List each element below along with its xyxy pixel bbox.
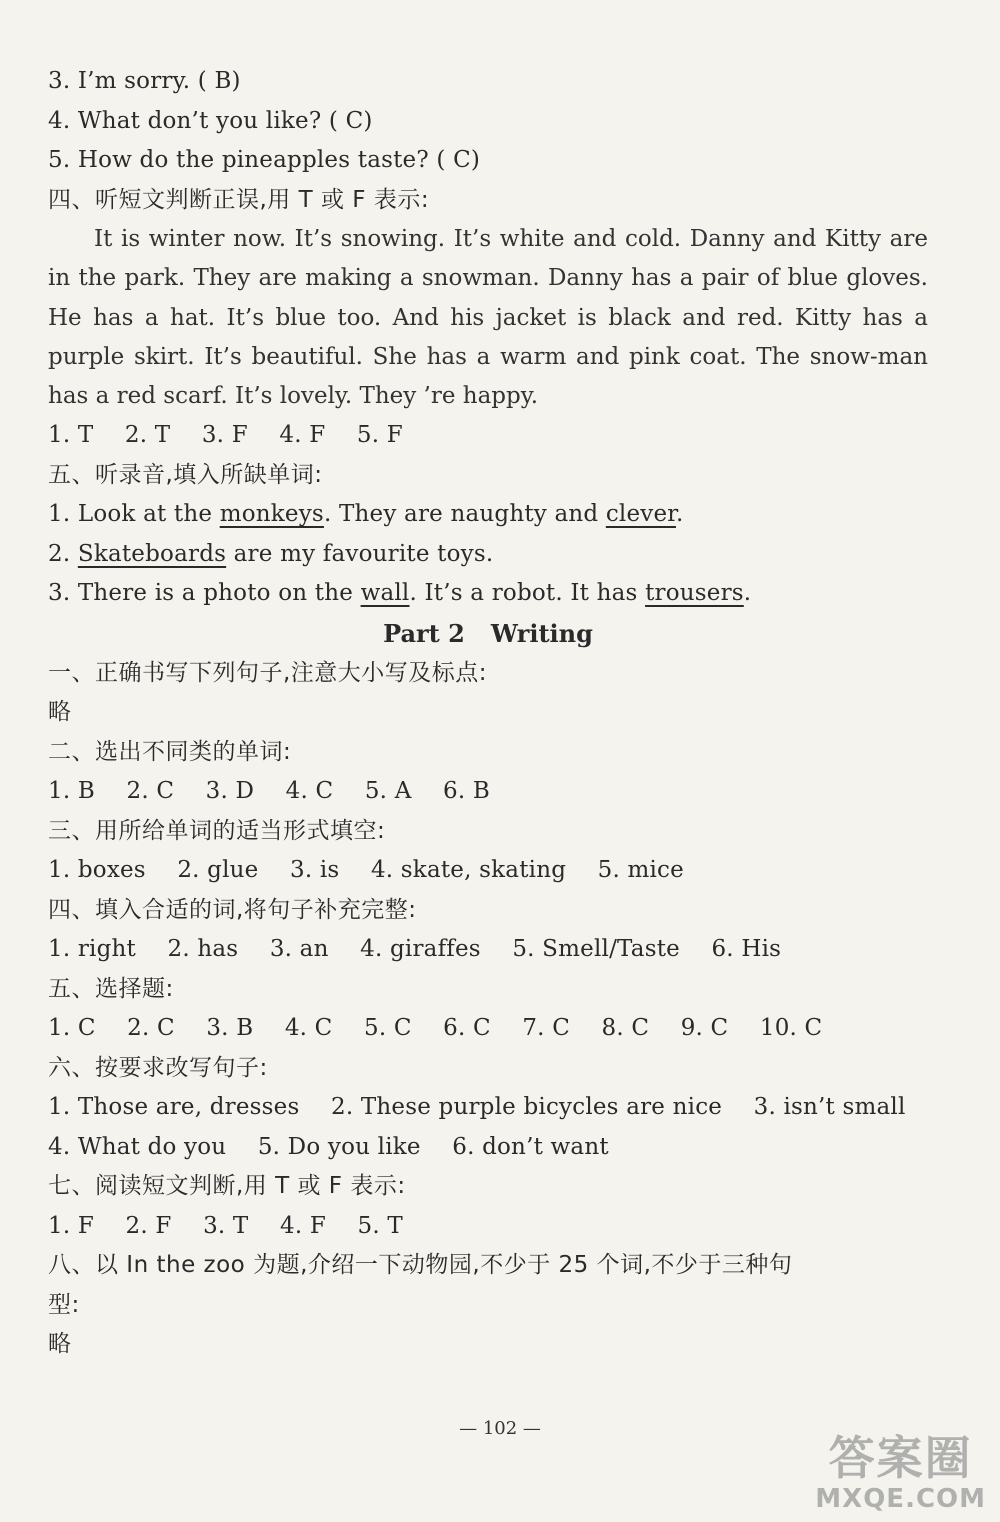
answer: 6. don’t want: [452, 1133, 609, 1160]
answer: 5. T: [357, 1212, 403, 1239]
watermark-title: 答案圈: [828, 1431, 973, 1485]
writing6-heading: 六、按要求改写句子:: [48, 1054, 268, 1081]
answer: 4. C: [285, 778, 334, 805]
text: 1. Look at the: [48, 501, 220, 528]
text: . They are naughty and: [323, 501, 606, 528]
answer: 7. C: [522, 1015, 570, 1042]
writing7-heading: 七、阅读短文判断,用 T 或 F 表示:: [48, 1173, 406, 1200]
answer-page: [48, 62, 928, 1365]
answer: 5. C: [364, 1015, 412, 1042]
answer: 2. glue: [177, 857, 259, 884]
writing2-answers: [48, 772, 928, 812]
part2-title: [48, 614, 928, 654]
answer: 3. D: [205, 778, 255, 805]
text: 2.: [48, 540, 78, 567]
writing6-answers-row1: [48, 1088, 928, 1128]
answer: 2. C: [127, 1015, 175, 1042]
section4-answers: [48, 416, 928, 456]
writing8-heading-line1: 八、以 In the zoo 为题,介绍一下动物园,不少于 25 个词,不少于三种句: [48, 1252, 793, 1279]
answer: 5. Smell/Taste: [512, 936, 680, 963]
section4-passage: It is winter now. It’s snowing. It’s white and cold. Danny and Kitty are in the park. They are making a snowman. Danny has a pair of blue gloves. He has a hat. It’s blue too. And his jacket is black and red. Kitty has a purple skirt. It’s beautiful. She has a warm and pink coat. The snow-man has a red scarf. It’s lovely. They ’re happy.: [48, 226, 928, 410]
answer: 3. is: [290, 857, 340, 884]
answer: 2. C: [126, 778, 175, 805]
writing7-answers: [48, 1207, 928, 1247]
answer: 9. C: [680, 1015, 729, 1042]
answer: 1. C: [48, 1015, 96, 1042]
writing3-heading: 三、用所给单词的适当形式填空:: [48, 817, 386, 844]
text: are my favourite toys.: [226, 540, 494, 567]
writing5-answers: [48, 1009, 928, 1049]
answer: 2. F: [125, 1212, 172, 1239]
writing8-answer: 略: [48, 1331, 72, 1358]
answer: 6. B: [443, 778, 490, 805]
filled-word: clever: [605, 501, 676, 528]
answer: 3. an: [269, 936, 329, 963]
writing1-heading: 一、正确书写下列句子,注意大小写及标点:: [48, 659, 488, 686]
watermark-url: MXQE.COM: [815, 1484, 986, 1514]
writing5-heading: 五、选择题:: [48, 975, 174, 1002]
filled-word: monkeys: [219, 501, 324, 528]
answer: 4. giraffes: [360, 936, 481, 963]
part-name: Writing: [490, 618, 593, 648]
answer: 2. These purple bicycles are nice: [331, 1094, 723, 1121]
writing8-heading-line2: 型:: [48, 1291, 80, 1318]
answer: 5. Do you like: [257, 1133, 421, 1160]
answer: 4. What do you: [48, 1133, 227, 1160]
answer: 1. B: [48, 778, 95, 805]
answer: 5. A: [364, 778, 412, 805]
answer: 5. mice: [597, 857, 684, 884]
answer: 1. F: [48, 1212, 95, 1239]
answer: 1. boxes: [48, 857, 146, 884]
listening-q3: 3. I’m sorry. ( B): [48, 68, 241, 94]
text: 3. There is a photo on the: [48, 580, 361, 607]
answer: 2. T: [124, 422, 171, 449]
listening-q5: 5. How do the pineapples taste? ( C): [48, 147, 481, 173]
section5-sentence-1: [48, 495, 928, 535]
answer: 3. B: [206, 1015, 254, 1042]
answer: 6. His: [711, 936, 782, 963]
part-label: Part 2: [383, 618, 465, 648]
answer: 4. F: [279, 422, 326, 449]
section5-heading: 五、听录音,填入所缺单词:: [48, 461, 323, 488]
writing4-answers: [48, 930, 928, 970]
writing3-answers: [48, 851, 928, 891]
listening-q4: 4. What don’t you like? ( C): [48, 107, 373, 134]
answer: 4. skate, skating: [370, 857, 567, 884]
text: .: [675, 501, 684, 528]
filled-word: wall: [360, 580, 410, 607]
answer: 3. isn’t small: [753, 1094, 906, 1121]
section5-sentence-3: [48, 574, 928, 614]
answer: 1. T: [48, 422, 94, 449]
page-number: — 102 —: [459, 1418, 541, 1439]
text: .: [743, 580, 752, 607]
answer: 6. C: [443, 1015, 491, 1042]
filled-word: Skateboards: [77, 540, 227, 567]
answer: 2. has: [167, 936, 239, 963]
writing6-answers-row2: [48, 1128, 928, 1168]
writing1-answer: 略: [48, 699, 72, 726]
answer: 4. F: [279, 1212, 326, 1239]
text: . It’s a robot. It has: [409, 580, 646, 607]
filled-word: trousers: [645, 580, 744, 607]
watermark-logo: [815, 1432, 986, 1514]
answer: 3. T: [203, 1212, 249, 1239]
answer: 5. F: [356, 422, 403, 449]
writing2-heading: 二、选出不同类的单词:: [48, 738, 292, 765]
answer: 3. F: [201, 422, 248, 449]
answer: 4. C: [284, 1015, 333, 1042]
answer: 1. Those are, dresses: [48, 1094, 300, 1121]
section4-heading: 四、听短文判断正误,用 T 或 F 表示:: [48, 186, 430, 213]
answer: 8. C: [601, 1015, 650, 1042]
answer: 10. C: [759, 1015, 823, 1042]
answer: 1. right: [48, 936, 136, 963]
section5-sentence-2: [48, 535, 928, 575]
writing4-heading: 四、填入合适的词,将句子补充完整:: [48, 896, 417, 923]
